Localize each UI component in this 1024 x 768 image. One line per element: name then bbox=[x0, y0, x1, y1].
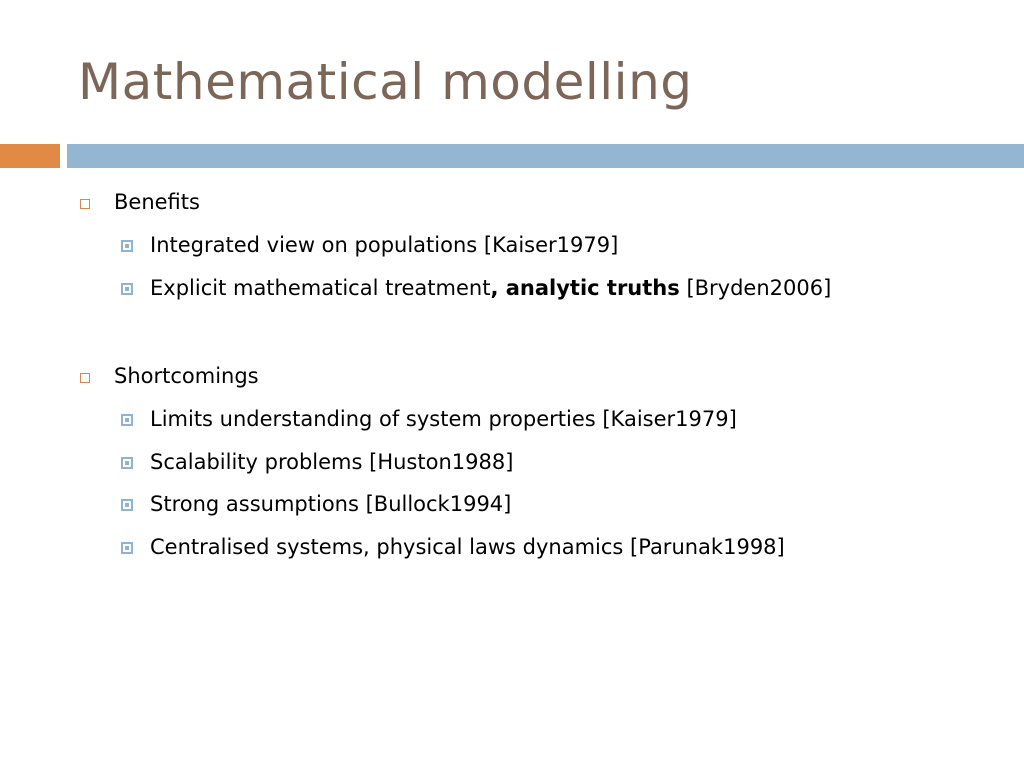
hollow-square-bullet-icon bbox=[80, 373, 90, 383]
title-accent-bar-blue bbox=[67, 144, 1024, 168]
slide-title: Mathematical modelling bbox=[78, 53, 693, 111]
list-item-bold-text: , analytic truths bbox=[490, 276, 680, 300]
section-heading-benefits: Benefits bbox=[114, 190, 200, 214]
list-item-citation: [Bryden2006] bbox=[679, 276, 832, 300]
square-bullet-icon bbox=[121, 414, 133, 426]
list-item bbox=[150, 275, 831, 301]
list-item: Limits understanding of system properties [Kaiser1979] bbox=[150, 407, 737, 431]
square-bullet-icon bbox=[121, 457, 133, 469]
square-bullet-icon bbox=[121, 283, 133, 295]
list-item: Centralised systems, physical laws dynamics [Parunak1998] bbox=[150, 535, 785, 559]
section-heading-shortcomings: Shortcomings bbox=[114, 364, 259, 388]
hollow-square-bullet-icon bbox=[80, 199, 90, 209]
list-item: Integrated view on populations [Kaiser1979] bbox=[150, 233, 619, 257]
list-item: Strong assumptions [Bullock1994] bbox=[150, 492, 512, 516]
square-bullet-icon bbox=[121, 542, 133, 554]
title-accent-bar-orange bbox=[0, 144, 60, 168]
list-item: Scalability problems [Huston1988] bbox=[150, 450, 514, 474]
square-bullet-icon bbox=[121, 240, 133, 252]
square-bullet-icon bbox=[121, 499, 133, 511]
list-item-text: Explicit mathematical treatment bbox=[150, 276, 491, 300]
